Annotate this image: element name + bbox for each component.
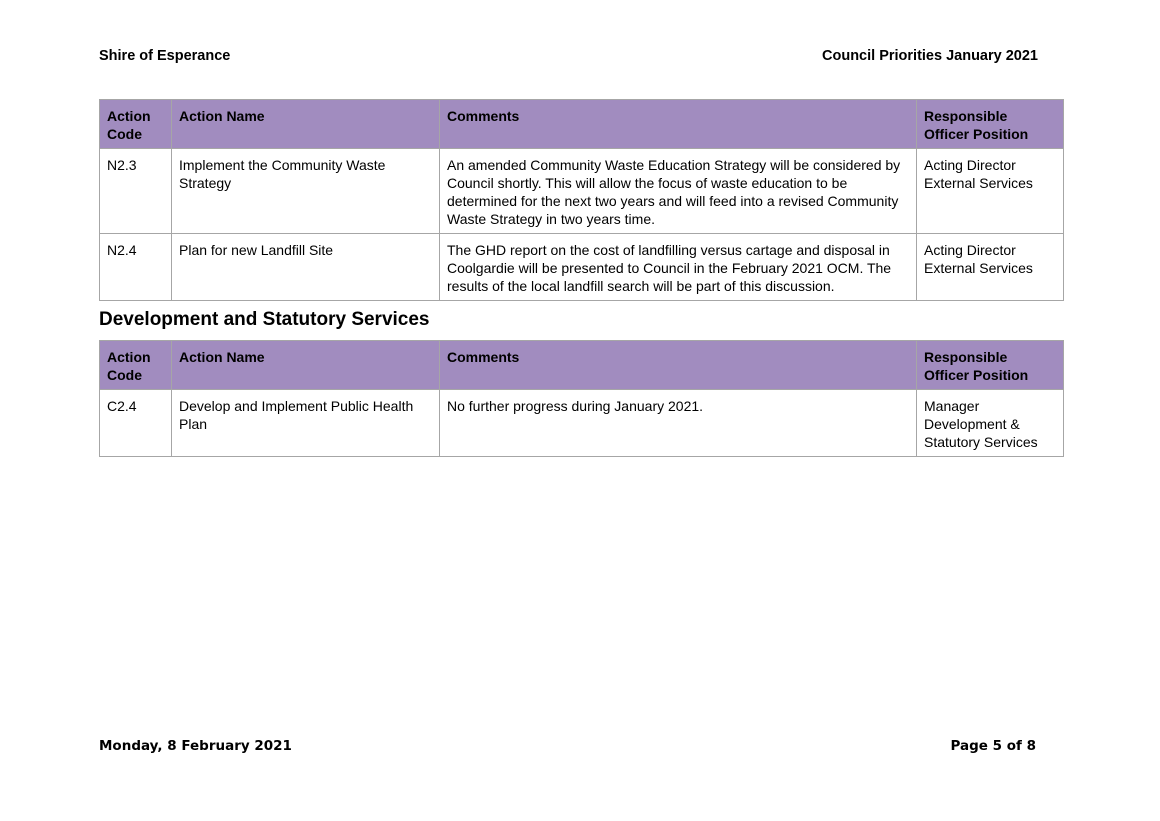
section-title-development: Development and Statutory Services — [99, 309, 430, 330]
comments-cell: The GHD report on the cost of landfilling versus cartage and disposal in Coolgardie will be presented to Council in the February 2021 OCM. The results of the local landfill search will be part of this discussion. — [440, 234, 917, 301]
table-row — [100, 390, 1064, 457]
column-header-comments: Comments — [440, 100, 917, 149]
comments-cell: An amended Community Waste Education Strategy will be considered by Council shortly. This will allow the focus of waste education to be determined for the next two years and will feed into a revised Community Waste Strategy in two years time. — [440, 149, 917, 234]
column-header-action-name: Action Name — [172, 100, 440, 149]
priorities-table-waste — [99, 99, 1064, 301]
action-code-cell: N2.3 — [100, 149, 172, 234]
action-code-cell: C2.4 — [100, 390, 172, 457]
action-name-cell: Plan for new Landfill Site — [172, 234, 440, 301]
column-header-action-name: Action Name — [172, 341, 440, 390]
column-header-action-code: Action Code — [100, 341, 172, 390]
officer-cell: Acting Director External Services — [917, 234, 1064, 301]
table-row — [100, 234, 1064, 301]
column-header-action-code: Action Code — [100, 100, 172, 149]
footer-page-number: Page 5 of 8 — [950, 738, 1036, 754]
column-header-responsible-officer: Responsible Officer Position — [917, 341, 1064, 390]
officer-cell: Manager Development & Statutory Services — [917, 390, 1064, 457]
column-header-responsible-officer: Responsible Officer Position — [917, 100, 1064, 149]
comments-cell: No further progress during January 2021. — [440, 390, 917, 457]
table-header-row — [100, 341, 1064, 390]
action-code-cell: N2.4 — [100, 234, 172, 301]
action-name-cell: Develop and Implement Public Health Plan — [172, 390, 440, 457]
officer-cell: Acting Director External Services — [917, 149, 1064, 234]
footer-date: Monday, 8 February 2021 — [99, 738, 292, 754]
header-organization: Shire of Esperance — [99, 48, 231, 64]
priorities-table-development — [99, 340, 1064, 457]
column-header-comments: Comments — [440, 341, 917, 390]
header-document-title: Council Priorities January 2021 — [822, 48, 1038, 64]
table-header-row — [100, 100, 1064, 149]
action-name-cell: Implement the Community Waste Strategy — [172, 149, 440, 234]
table-row — [100, 149, 1064, 234]
